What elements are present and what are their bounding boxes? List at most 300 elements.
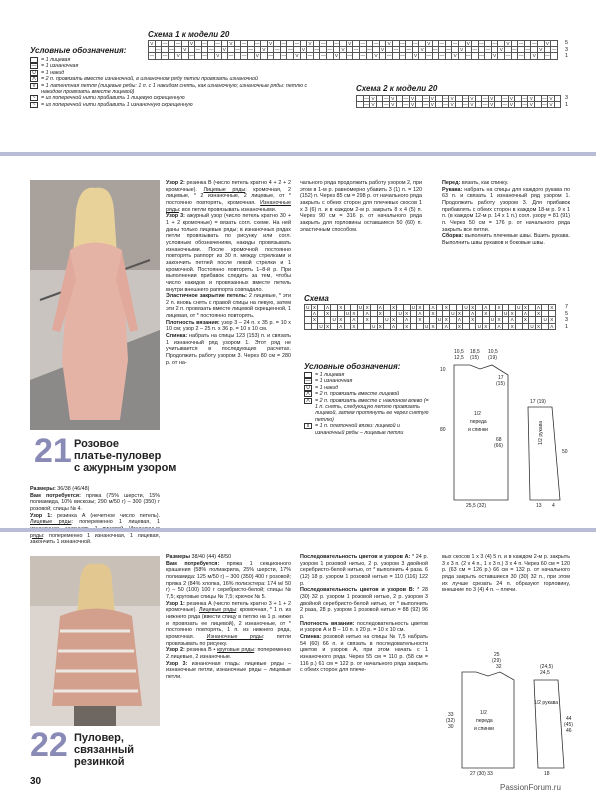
legend-item bbox=[30, 102, 320, 108]
grid-cell: X bbox=[339, 305, 343, 311]
grid-cell: — bbox=[482, 96, 488, 102]
grid-cell: Λ bbox=[326, 305, 330, 311]
grid-cell bbox=[357, 323, 364, 329]
legend-symbol-icon bbox=[30, 57, 38, 63]
grid-cell: — bbox=[413, 41, 418, 47]
grid-cell: V bbox=[348, 41, 352, 47]
model22-title bbox=[74, 732, 134, 768]
grid-cell: X bbox=[471, 305, 475, 311]
grid-cell: — bbox=[531, 41, 537, 47]
grid-cell: — bbox=[393, 47, 399, 53]
grid-cell: X bbox=[378, 311, 382, 317]
grid-cell bbox=[353, 53, 360, 59]
legend-symbol-icon bbox=[304, 372, 312, 378]
p22-p: 27 (30) 33 bbox=[470, 771, 493, 777]
grid-cell bbox=[436, 102, 443, 108]
grid-cell bbox=[300, 53, 307, 59]
p21-top2: 18,5 bbox=[470, 349, 480, 355]
legend-item bbox=[30, 83, 320, 96]
grid-cell: V bbox=[529, 102, 533, 108]
grid-cell: — bbox=[518, 53, 524, 59]
grid-cell bbox=[384, 323, 391, 329]
grid-cell: X bbox=[444, 317, 448, 323]
grid-cell: — bbox=[472, 47, 478, 53]
grid-cell: — bbox=[175, 41, 181, 47]
grid-cell: — bbox=[443, 96, 448, 102]
grid-cell: V bbox=[430, 96, 434, 102]
grid-cell bbox=[522, 323, 529, 329]
p22-o: 1/2 рукава bbox=[534, 700, 559, 706]
grid-cell: V bbox=[371, 96, 375, 102]
grid-cell: V bbox=[216, 53, 220, 59]
grid-cell: V bbox=[411, 96, 415, 102]
grid-cell: X bbox=[471, 317, 475, 323]
grid-cell: V bbox=[430, 102, 434, 108]
grid-cell: V bbox=[308, 41, 312, 47]
grid-cell: Λ bbox=[378, 305, 382, 311]
grid-cell: X bbox=[497, 317, 501, 323]
grid-cell: V bbox=[295, 53, 299, 59]
grid-cell: U bbox=[345, 311, 350, 317]
grid-cell: Λ bbox=[339, 323, 343, 329]
grid-cell bbox=[417, 323, 424, 329]
grid-cell: X bbox=[537, 323, 541, 329]
grid-cell: U bbox=[503, 311, 508, 317]
grid-cell: — bbox=[443, 102, 448, 108]
p22-l: 44 bbox=[566, 716, 572, 722]
title-line: платье-пуловер bbox=[74, 450, 162, 462]
grid-cell: V bbox=[381, 47, 385, 53]
grid-cell: V bbox=[453, 53, 457, 59]
row-number: 5 bbox=[565, 310, 568, 317]
grid-cell: — bbox=[439, 41, 445, 47]
grid-cell bbox=[331, 323, 338, 329]
grid-cell: X bbox=[457, 323, 461, 329]
grid-cell: V bbox=[374, 53, 378, 59]
grid-cell: V bbox=[466, 41, 470, 47]
grid-cell: — bbox=[202, 41, 207, 47]
grid-cell: — bbox=[162, 53, 168, 59]
legend-text: = 1 изнаночная bbox=[315, 378, 353, 385]
grid-cell: V bbox=[262, 47, 266, 53]
grid-cell bbox=[305, 323, 312, 329]
legend-text: = 1 накид bbox=[41, 69, 65, 76]
p21-bottom: 25,5 (32) bbox=[466, 503, 487, 509]
grid-cell: — bbox=[281, 41, 286, 47]
grid-cell: — bbox=[479, 53, 484, 59]
legend-symbol-icon: x bbox=[304, 423, 312, 429]
grid-cell: Λ bbox=[537, 305, 541, 311]
legend-text: = 1 латентная петля (лицевые ряды: 1 п. с 1 накидом снять, как изнаночную; изнаночные ряды: петлю с накидом провязать вместе лицевой) bbox=[41, 82, 308, 96]
grid-cell: U bbox=[358, 305, 363, 311]
model22-photo bbox=[30, 556, 160, 726]
grid-cell: U bbox=[372, 323, 376, 329]
grid-cell: Λ bbox=[431, 305, 435, 311]
grid-cell: Λ bbox=[471, 311, 475, 317]
grid-cell: V bbox=[222, 47, 226, 53]
grid-cell: V bbox=[334, 53, 338, 59]
grid-cell: Λ bbox=[444, 323, 448, 329]
p21-top4: 12,5 bbox=[454, 355, 464, 361]
p21-sleeve-b2: 4 bbox=[552, 503, 555, 509]
grid-cell: X bbox=[497, 305, 501, 311]
grid-cell: — bbox=[551, 47, 557, 53]
grid-cell: — bbox=[439, 53, 445, 59]
p21-side2: 17 bbox=[498, 375, 504, 381]
grid-cell: X bbox=[339, 317, 343, 323]
legend-symbol-icon: Λ bbox=[304, 391, 312, 397]
row-number: 7 bbox=[565, 304, 568, 310]
grid-cell: — bbox=[479, 41, 484, 47]
grid-cell: U bbox=[306, 305, 310, 311]
grid-cell: U bbox=[438, 317, 442, 323]
grid-cell: — bbox=[320, 53, 326, 59]
title-line: Розовое bbox=[74, 438, 120, 450]
grid-cell: U bbox=[424, 323, 429, 329]
grid-cell bbox=[261, 53, 268, 59]
grid-cell: X bbox=[431, 323, 435, 329]
grid-cell: X bbox=[418, 317, 422, 323]
grid-cell: U bbox=[490, 317, 495, 323]
grid-cell: V bbox=[450, 96, 454, 102]
p22-e: 24,5 bbox=[540, 670, 550, 676]
grid-cell bbox=[455, 102, 462, 108]
grid-cell: — bbox=[518, 41, 524, 47]
grid-cell: U bbox=[385, 317, 389, 323]
paragraph: Спинка: розовой нитью на спицы № 7,5 набрать 54 (60) 66 п. и связать в последовательности цветов и узоров А, при этом начать с 1 изнаночного ряда. Через 55 см = 110 р. (58 см = 116 р.) 61 см = 122 р. от начального ряда закрыть с обеих сторон для плече- bbox=[300, 633, 428, 674]
grid-cell: X bbox=[537, 311, 541, 317]
grid-cell: V bbox=[427, 41, 431, 47]
scheme2-row-numbers bbox=[565, 95, 568, 108]
grid-cell: — bbox=[248, 47, 253, 53]
grid-cell: — bbox=[463, 102, 468, 108]
grid-cell bbox=[485, 53, 492, 59]
p21-top6: (19) bbox=[488, 355, 497, 361]
grid-cell: X bbox=[391, 305, 396, 311]
grid-cell bbox=[432, 53, 439, 59]
grid-cell bbox=[287, 53, 294, 59]
grid-cell: — bbox=[492, 41, 497, 47]
p22-n: 46 bbox=[566, 728, 572, 734]
grid-cell bbox=[554, 102, 561, 108]
grid-cell: X bbox=[312, 317, 316, 323]
row-number: 1 bbox=[565, 53, 568, 60]
grid-cell bbox=[234, 53, 241, 59]
grid-cell: V bbox=[499, 47, 503, 53]
title-line: Пуловер, bbox=[74, 732, 124, 744]
grid-cell bbox=[247, 53, 254, 59]
grid-cell: — bbox=[400, 53, 405, 59]
grid-cell: — bbox=[463, 96, 468, 102]
site-watermark: PassionForum.ru bbox=[500, 783, 561, 792]
model21-column-1 bbox=[30, 486, 160, 546]
p22-m: (45) bbox=[564, 722, 573, 728]
paragraph: Размеры 38/40 (44) 48/50 bbox=[166, 554, 232, 560]
p22-a: 25 bbox=[494, 652, 500, 658]
grid-cell bbox=[416, 102, 423, 108]
p22-j: (32) bbox=[446, 718, 455, 724]
grid-cell: U bbox=[398, 311, 402, 317]
paragraph: Узор 2: резинка В (число петель кратно 4 + 2 + 2 кромочные). Лицевые ряды: кромочная, 2 лицевые, * 2 изнаночные, 2 лицевые, от * постоянно повторять, кромочная. Изнаночные ряды: все петли провязывать изнаночными. bbox=[166, 180, 292, 213]
grid-cell: — bbox=[433, 47, 438, 53]
grid-cell: — bbox=[353, 47, 359, 53]
grid-cell bbox=[495, 102, 502, 108]
p22-b: (29) bbox=[492, 658, 501, 664]
grid-cell: — bbox=[423, 96, 429, 102]
grid-cell: V bbox=[509, 96, 513, 102]
grid-cell: — bbox=[360, 53, 366, 59]
grid-cell: V bbox=[509, 102, 513, 108]
grid-cell: V bbox=[493, 53, 497, 59]
paragraph: Узор 3: изнаночная гладь: лицевые ряды – изнаночные петли, изнаночные ряды – лицевые петли. bbox=[166, 660, 291, 680]
paragraph: Последовательность цветов и узоров А: * 24 р. узором 1 розовой нитью, 2 р. узором 3 двойной серебристо-белой нитью, от * выполнить 4 раза. 6 (12) 18 р. узором 1 розовой нитью = 110 (116) 122 р. bbox=[300, 554, 428, 587]
model21-pattern bbox=[430, 345, 575, 515]
grid-cell bbox=[489, 323, 496, 329]
paragraph: Перед: вязать, как спинку. bbox=[442, 180, 509, 186]
grid-cell: — bbox=[314, 47, 319, 53]
p21-h1: 68 bbox=[496, 437, 502, 443]
grid-cell bbox=[535, 102, 542, 108]
grid-cell: Λ bbox=[352, 317, 356, 323]
model21-legend bbox=[304, 372, 429, 436]
grid-cell: — bbox=[149, 53, 155, 59]
paragraph: Узор 3: ажурный узор (число петель кратно 30 + 1 + 2 кромочные) = вязать согл. схеме. На ней даны только лицевые ряды; в изнаночных рядах петли провязывать по рисунку или согл. условным обозначениям, накиды провязывать изнаночными. После кромочной постоянно повторять раппорт из 30 п. между стрелками и закончить петлей после левой стрелки и 1 кромочной. Постоянно повторять 1–8-й р. При выполнении прибавок следить за тем, чтобы число накидов и провязанных вместе петель внутри внешнего раппорта совпадало. bbox=[166, 213, 291, 293]
grid-cell: X bbox=[405, 311, 409, 317]
grid-cell: Λ bbox=[550, 323, 554, 329]
grid-cell: X bbox=[550, 305, 554, 311]
p22-q: 18 bbox=[544, 771, 550, 777]
grid-cell: V bbox=[470, 96, 474, 102]
paragraph: вых скосов 1 х 3 (4) 5 п. и в каждом 2-м р. закрыть 3 х 3 п. (2 х 4 п., 1 х 3 п.) 3 х 4 п. Через 60 см = 120 р. (63 см = 126 р.) 66 см = 132 р. от начального ряда закрыть оставшиеся 30 (30) 32 п., при этом их лучше срезать 24 п. образуют горловину, внешние по 3 (4) 4 п. – плечи. bbox=[442, 554, 570, 594]
grid-cell: X bbox=[510, 323, 514, 329]
model21-scheme-row-numbers bbox=[565, 304, 568, 330]
grid-cell: — bbox=[274, 47, 280, 53]
model21-column-3 bbox=[300, 180, 422, 233]
paragraph: Размеры: 36/38 (46/48) bbox=[30, 486, 90, 492]
legend-symbol-icon: U bbox=[304, 385, 312, 391]
grid-cell: V bbox=[411, 102, 415, 108]
legend-item bbox=[304, 398, 429, 424]
grid-cell: U bbox=[411, 305, 415, 311]
grid-cell: — bbox=[287, 47, 293, 53]
grid-cell: — bbox=[235, 47, 240, 53]
grid-cell: X bbox=[312, 305, 316, 311]
grid-cell: V bbox=[470, 102, 474, 108]
grid-cell: Λ bbox=[457, 317, 461, 323]
grid-cell: V bbox=[490, 96, 494, 102]
paragraph: Последовательность цветов и узоров В: * 28 (30) 32 р. узором 1 розовой нитью, 2 р. узором 3 двойной серебристо-белой нитью, от * выполнить 2 раза, 28 р. узором 1 розовой нитью = 88 (92) 96 р. bbox=[300, 587, 429, 620]
p21-center2: переда bbox=[470, 419, 487, 425]
grid-cell: U bbox=[451, 311, 455, 317]
p22-c: 32 bbox=[496, 664, 502, 670]
legend-text: = 2 п. провязать вместе с наклоном влево (= 1 п. снять, следующую петлю провязать лицевой, затем протянуть ее через снятую петлю) bbox=[315, 397, 429, 423]
grid-cell: V bbox=[549, 96, 553, 102]
model22-column-1 bbox=[166, 554, 291, 680]
grid-cell bbox=[406, 53, 413, 59]
grid-cell: Λ bbox=[510, 317, 514, 323]
p22-i: 33 bbox=[448, 712, 454, 718]
grid-cell: — bbox=[255, 41, 260, 47]
grid-cell bbox=[450, 323, 457, 329]
p21-sleeve-top: 17 (19) bbox=[530, 399, 546, 405]
p22-g: переда bbox=[476, 718, 493, 724]
grid-cell: V bbox=[183, 47, 187, 53]
legend-text: = 1 накид bbox=[315, 384, 339, 391]
legend-text: = 2 п. провязать вместе изнаночной, в изнаночном ряду петли провязать изнаночной bbox=[41, 76, 258, 83]
grid-cell: X bbox=[484, 323, 488, 329]
grid-cell: — bbox=[320, 41, 326, 47]
grid-cell bbox=[195, 53, 202, 59]
grid-cell: — bbox=[334, 41, 339, 47]
model21-column-4 bbox=[442, 180, 570, 247]
paragraph: Узор 1: резинка А (число петель кратно 3 + 1 + 2 кромочные). Лицевые ряды: кромочная, * 1 п. из нижнего ряда (ввести спицу в петлю на 1 р. ниже и провязать ее лицевой), 2 изнаночные, от * постоянно повторять, 1 п. из нижнего ряда, кромочная. Изнаночные ряды: петли провязывать по рисунку. bbox=[166, 600, 292, 647]
grid-cell: — bbox=[268, 53, 273, 59]
paragraph: Узор 2: резинка В • круговые ряды: попеременно 2 лицевые, 2 изнаночные. bbox=[166, 647, 291, 660]
grid-cell: V bbox=[460, 47, 464, 53]
grid-cell bbox=[168, 53, 175, 59]
grid-cell: — bbox=[281, 53, 286, 59]
paragraph: чального ряда продолжить работу узором 2, при этом в 1-м р. равномерно убавить 3 (1) п. = 120 (152) п. Через 85 см = 298 р. от начального ряда закрыть с обеих сторон для плечевых скосов 1 х 3 (6) п. и в каждом 2-м р. закрыть 8 х 4 (5) п. Через 90 см = 316 р. от начального ряда закрыть для горловины оставшиеся 50 (60) п. эластичным способом. bbox=[300, 180, 422, 233]
model22-pattern bbox=[440, 650, 580, 780]
paragraph: Сборка: выполнить плечевые швы. Вшить рукава. Выполнить швы рукавов и боковые швы. bbox=[442, 233, 570, 246]
grid-cell bbox=[396, 102, 403, 108]
grid-cell bbox=[463, 323, 470, 329]
grid-cell bbox=[344, 323, 351, 329]
grid-cell: — bbox=[403, 96, 409, 102]
grid-cell: — bbox=[347, 53, 352, 59]
grid-cell: X bbox=[352, 311, 356, 317]
p22-f: 1/2 bbox=[480, 710, 487, 716]
grid-cell: Λ bbox=[391, 323, 396, 329]
model21-scheme-grid bbox=[304, 304, 556, 330]
grid-cell: V bbox=[532, 53, 536, 59]
row-number: 1 bbox=[565, 101, 568, 108]
page-number: 30 bbox=[30, 776, 42, 787]
p21-sleeve-h: 50 bbox=[562, 449, 568, 455]
p21-center3: и спинки bbox=[468, 427, 488, 433]
grid-cell: — bbox=[156, 47, 161, 53]
scheme2-title: Схема 2 к модели 20 bbox=[356, 84, 438, 93]
section-divider-2 bbox=[0, 528, 596, 532]
grid-cell bbox=[524, 53, 531, 59]
grid-cell: U bbox=[332, 317, 336, 323]
grid-cell: V bbox=[150, 41, 154, 47]
legend-symbol-icon: ~ bbox=[30, 95, 38, 101]
grid-cell bbox=[515, 102, 522, 108]
grid-cell: Λ bbox=[418, 311, 422, 317]
grid-cell: — bbox=[307, 53, 313, 59]
grid-cell: V bbox=[420, 47, 424, 53]
grid-cell: — bbox=[482, 102, 488, 108]
scheme1-grid bbox=[148, 40, 558, 60]
grid-cell: — bbox=[189, 53, 194, 59]
grid-cell: V bbox=[268, 41, 273, 47]
grid-cell: — bbox=[202, 53, 207, 59]
grid-cell bbox=[364, 323, 371, 329]
grid-cell: V bbox=[391, 96, 395, 102]
grid-cell bbox=[472, 53, 479, 59]
grid-cell bbox=[366, 53, 373, 59]
row-number: 5 bbox=[565, 40, 568, 46]
grid-cell: X bbox=[365, 317, 369, 323]
legend-item bbox=[304, 423, 429, 436]
model21-number: 21 bbox=[34, 432, 72, 470]
grid-cell bbox=[221, 53, 228, 59]
grid-cell: V bbox=[549, 102, 553, 108]
p21-top3: 10,5 bbox=[488, 349, 498, 355]
grid-cell: X bbox=[523, 305, 527, 311]
grid-cell: V bbox=[176, 53, 180, 59]
grid-cell: — bbox=[327, 47, 333, 53]
legend-symbol-icon: ~ bbox=[30, 102, 38, 108]
p21-center: 1/2 bbox=[474, 411, 481, 417]
grid-cell: X bbox=[405, 323, 409, 329]
grid-cell bbox=[181, 53, 188, 59]
grid-cell bbox=[419, 53, 426, 59]
grid-cell: — bbox=[525, 47, 530, 53]
title-line: с ажурным узором bbox=[74, 462, 177, 474]
grid-cell: U bbox=[319, 323, 323, 329]
legend-symbol-icon: V bbox=[30, 83, 38, 89]
paragraph: Эластичное закрытие петель: 2 лицевые, * эти 2 п. вновь снять с правой спицы на левую, затем эти 2 п. провязать вместе лицевой скрещенной, 1 лицевая, от * постоянно повторять. bbox=[166, 293, 291, 320]
grid-cell: X bbox=[523, 317, 527, 323]
grid-cell: V bbox=[529, 96, 533, 102]
grid-cell: — bbox=[542, 96, 547, 102]
grid-cell bbox=[542, 323, 549, 329]
grid-cell: U bbox=[477, 323, 481, 329]
grid-cell bbox=[311, 323, 318, 329]
grid-cell: — bbox=[423, 102, 429, 108]
grid-cell bbox=[379, 53, 386, 59]
grid-cell: — bbox=[294, 41, 300, 47]
grid-cell: — bbox=[383, 96, 389, 102]
paragraph: Плотность вязания: последовательность цветов и узоров А и В – 10 п. х 20 р. = 10 х 10 см. bbox=[300, 620, 428, 634]
paragraph: Рукава: набрать на спицы для каждого рукава по 63 п. и связать 1 изнаночный ряд узором 1. Продолжить работу узором 3. Для прибавок прибавлять с обеих сторон в каждом 18-м р. 9 х 1 п. (в каждом 12-м р. 14 х 1 п.) согл. узору = 81 (91) п. Через 50 см = 176 р. от начального ряда закрыть все петли. bbox=[442, 186, 570, 233]
grid-cell: U bbox=[517, 305, 521, 311]
grid-cell: — bbox=[367, 47, 372, 53]
p21-side1: 10 bbox=[440, 367, 446, 373]
grid-cell bbox=[511, 53, 518, 59]
row-number: 3 bbox=[565, 317, 568, 324]
grid-cell: V bbox=[539, 47, 543, 53]
grid-cell: X bbox=[326, 323, 330, 329]
grid-cell: — bbox=[169, 47, 174, 53]
grid-cell: X bbox=[378, 323, 382, 329]
p21-sleeve: 1/2 рукава bbox=[538, 420, 544, 445]
grid-cell: — bbox=[426, 53, 432, 59]
grid-cell: — bbox=[162, 41, 168, 47]
legend-text: = 1 лицевая bbox=[41, 57, 71, 63]
grid-cell: Λ bbox=[484, 305, 488, 311]
grid-cell: — bbox=[383, 102, 389, 108]
grid-cell: — bbox=[400, 41, 405, 47]
grid-cell: U bbox=[543, 317, 547, 323]
grid-cell: Λ bbox=[365, 311, 369, 317]
p21-top5: (15) bbox=[470, 355, 479, 361]
scheme1-title: Схема 1 к модели 20 bbox=[148, 30, 230, 39]
grid-cell: — bbox=[364, 102, 369, 108]
row-number: 1 bbox=[565, 323, 568, 330]
grid-cell: U bbox=[530, 323, 534, 329]
scheme2-grid bbox=[356, 95, 561, 108]
p21-top1: 10,5 bbox=[454, 349, 464, 355]
row-number: 3 bbox=[565, 46, 568, 53]
paragraph: Плотность вязания: узор 3 – 24 п. х 35 р. = 10 х 10 см; узор 2 – 25 п. х 36 р. = 10 х 10 см. bbox=[166, 319, 291, 333]
section-divider-1 bbox=[0, 152, 596, 156]
grid-cell: — bbox=[241, 41, 247, 47]
top-legend-title: Условные обозначения: bbox=[30, 46, 127, 55]
grid-cell bbox=[538, 53, 545, 59]
